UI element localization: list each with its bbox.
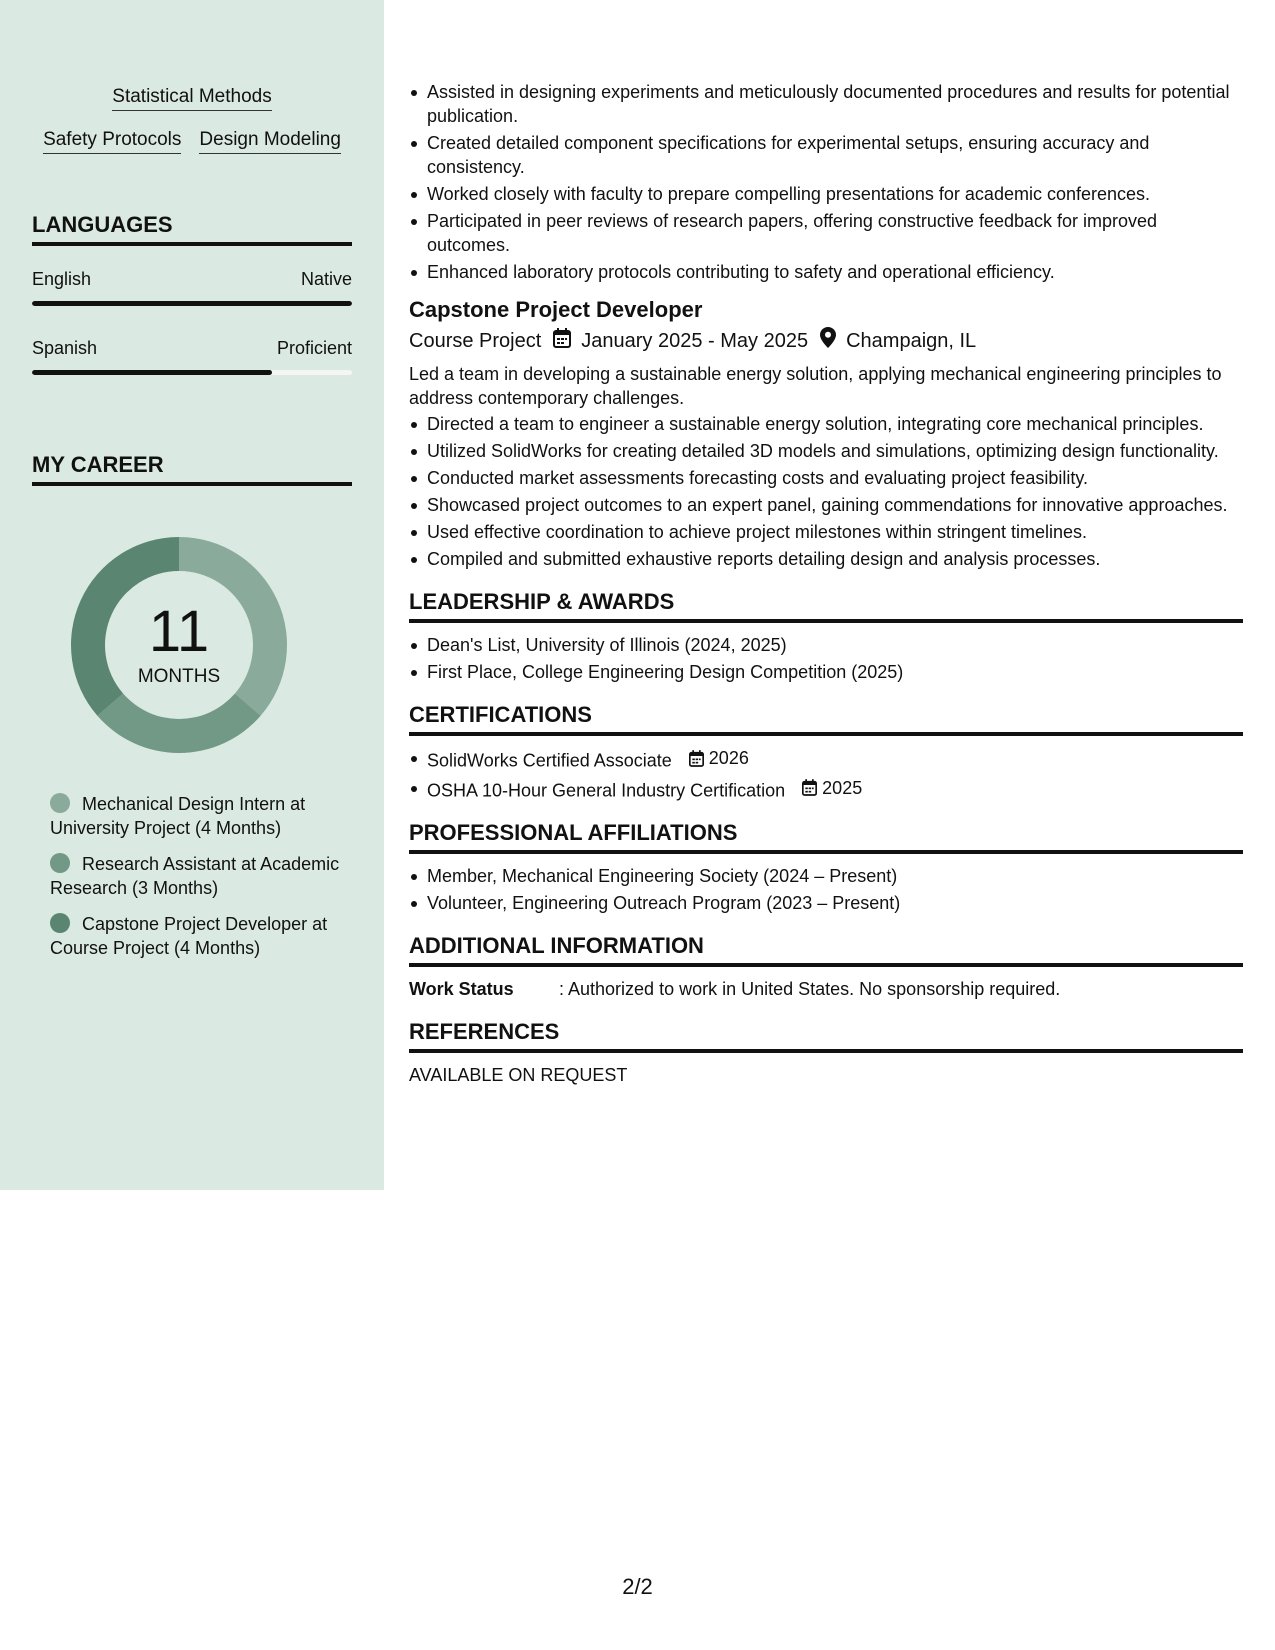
career-legend-text: Capstone Project Developer at Course Project (4 Months): [50, 914, 328, 958]
language-bar-fill: [32, 301, 352, 306]
job-company: Course Project: [409, 330, 542, 352]
language-english: [32, 268, 352, 306]
list-item: Utilized SolidWorks for creating detailed 3D models and simulations, optimizing design functionality.: [409, 439, 1243, 463]
career-legend-item: [50, 912, 350, 960]
list-item: Conducted market assessments forecasting costs and evaluating project feasibility.: [409, 466, 1243, 490]
list-item: Enhanced laboratory protocols contributing to safety and operational efficiency.: [409, 260, 1243, 284]
cert-name: OSHA 10-Hour General Industry Certification: [427, 780, 786, 800]
languages-heading: LANGUAGES: [32, 212, 352, 246]
list-item: Created detailed component specifications for experimental setups, ensuring accuracy and consistency.: [409, 131, 1243, 179]
list-item: Compiled and submitted exhaustive reports detailing design and analysis processes.: [409, 547, 1243, 571]
career-legend-item: [50, 852, 350, 900]
references-heading: REFERENCES: [409, 1019, 1243, 1053]
career-unit: MONTHS: [137, 666, 221, 687]
legend-dot: [50, 913, 70, 933]
affiliations-heading: PROFESSIONAL AFFILIATIONS: [409, 820, 1243, 854]
language-bar-fill: [32, 370, 272, 375]
language-level: Native: [300, 269, 352, 289]
career-legend-text: Research Assistant at Academic Research (3 Months): [50, 854, 340, 898]
list-item: Member, Mechanical Engineering Society (2024 – Present): [409, 864, 1243, 888]
calendar-icon: [553, 328, 571, 355]
career-heading: MY CAREER: [32, 452, 352, 486]
list-item: Dean's List, University of Illinois (2024, 2025): [409, 633, 1243, 657]
language-level: Proficient: [276, 338, 352, 358]
language-bar: [32, 301, 352, 306]
certifications-heading: CERTIFICATIONS: [409, 702, 1243, 736]
references-text: AVAILABLE ON REQUEST: [409, 1065, 628, 1085]
legend-dot: [50, 853, 70, 873]
calendar-icon: [802, 779, 817, 796]
job-meta: [409, 327, 1243, 355]
leadership-heading: LEADERSHIP & AWARDS: [409, 589, 1243, 623]
work-status-value: : Authorized to work in United States. No sponsorship required.: [559, 979, 1061, 999]
career-legend: [50, 792, 350, 972]
cert-year: [802, 776, 862, 800]
affiliations-list: [409, 864, 1243, 915]
list-item: [409, 746, 1243, 773]
job-dates: January 2025 - May 2025: [581, 330, 809, 352]
list-item: Used effective coordination to achieve project milestones within stringent timelines.: [409, 520, 1243, 544]
leadership-list: [409, 633, 1243, 684]
language-spanish: [32, 337, 352, 375]
additional-info-heading: ADDITIONAL INFORMATION: [409, 933, 1243, 967]
language-bar: [32, 370, 352, 375]
language-name: English: [32, 269, 92, 289]
work-status-label: Work Status: [409, 979, 514, 999]
career-total: 11: [148, 599, 210, 664]
job-description: Led a team in developing a sustainable energy solution, applying mechanical engineering principles to address contemporary challenges.: [409, 364, 1222, 408]
cert-year: [689, 746, 749, 770]
skills-list: [32, 86, 352, 172]
job-title: Capstone Project Developer: [409, 297, 703, 322]
main-content: [409, 80, 1243, 1087]
donut-segment: [97, 693, 260, 753]
list-item: Assisted in designing experiments and meticulously documented procedures and results for potential publication.: [409, 80, 1243, 128]
cert-name: SolidWorks Certified Associate: [427, 750, 672, 771]
sidebar: [0, 0, 384, 1190]
career-legend-item: [50, 792, 350, 840]
location-pin-icon: [820, 327, 836, 355]
list-item: Directed a team to engineer a sustainable energy solution, integrating core mechanical principles.: [409, 412, 1243, 436]
skill-tag: Design Modeling: [199, 129, 341, 154]
work-status-row: [409, 977, 1243, 1001]
list-item: Volunteer, Engineering Outreach Program (2023 – Present): [409, 891, 1243, 915]
skill-row: [32, 86, 352, 111]
page-number: 2/2: [622, 1574, 653, 1599]
list-item: [409, 776, 1243, 803]
job-bullets: [409, 412, 1243, 571]
skill-tag: Statistical Methods: [112, 86, 271, 111]
career-legend-text: Mechanical Design Intern at University Project (4 Months): [50, 794, 306, 838]
certifications-list: [409, 746, 1243, 802]
legend-dot: [50, 793, 70, 813]
list-item: Worked closely with faculty to prepare compelling presentations for academic conferences.: [409, 182, 1243, 206]
skill-tag: Safety Protocols: [43, 129, 181, 154]
cert-year-text: 2025: [822, 777, 863, 798]
cert-year-text: 2026: [708, 748, 749, 768]
previous-job-bullets: [409, 80, 1243, 284]
language-name: Spanish: [32, 338, 98, 358]
list-item: Participated in peer reviews of research papers, offering constructive feedback for improved outcomes.: [409, 209, 1243, 257]
skill-row: [32, 129, 352, 154]
job-location: Champaign, IL: [846, 330, 977, 352]
list-item: Showcased project outcomes to an expert panel, gaining commendations for innovative approaches.: [409, 493, 1243, 517]
calendar-icon: [689, 750, 704, 767]
list-item: First Place, College Engineering Design Competition (2025): [409, 660, 1243, 684]
